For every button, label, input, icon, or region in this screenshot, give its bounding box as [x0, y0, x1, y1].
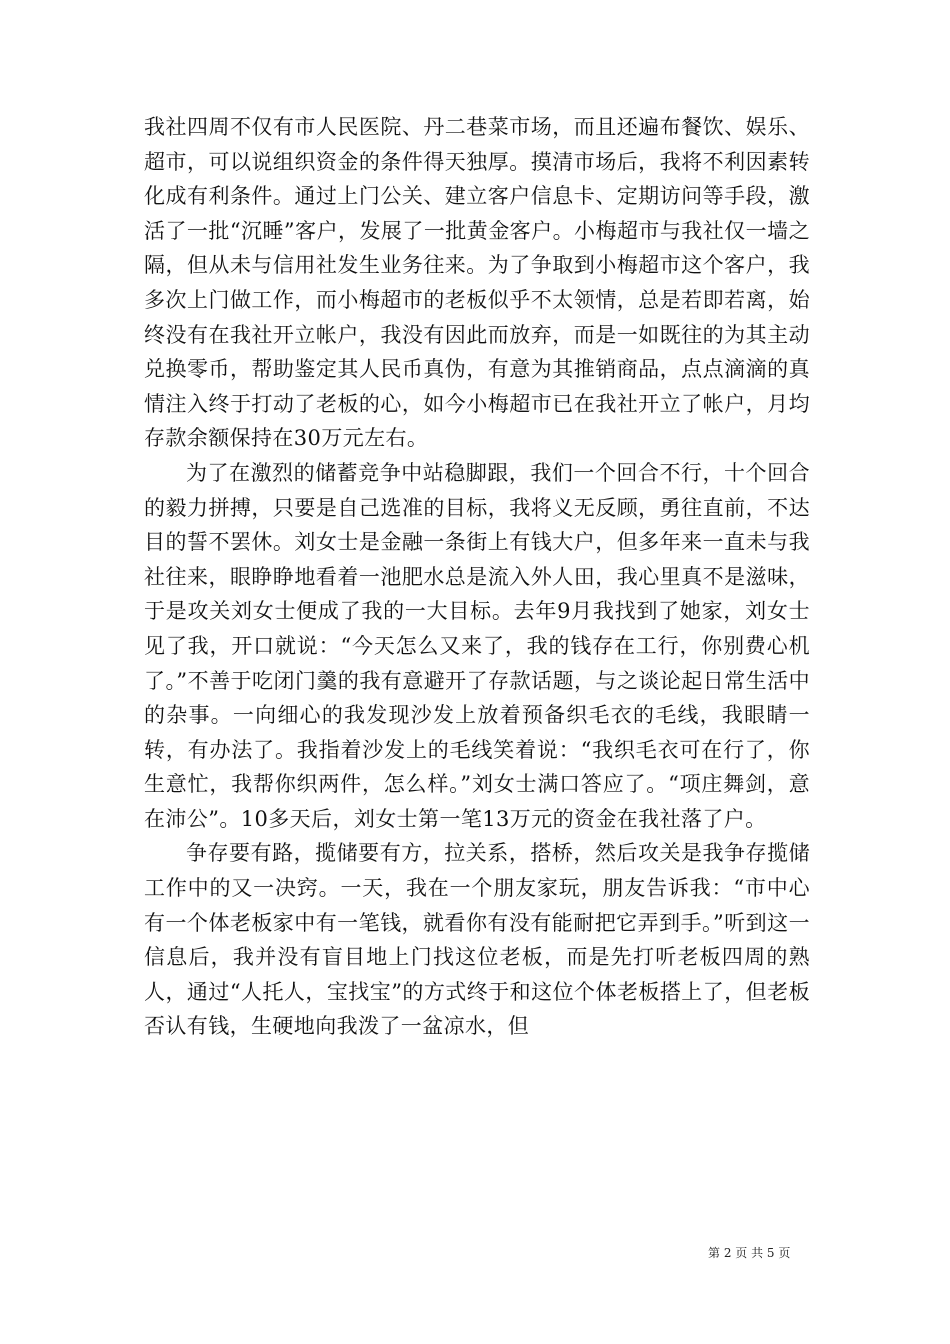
paragraph-1: 我社四周不仅有市人民医院、丹二巷菜市场，而且还遍布餐饮、娱乐、超市，可以说组织资金的条件得天独厚。摸清市场后，我将不利因素转化成有利条件。通过上门公关、建立客户信息卡、定期访问等手段，激活了一批“沉睡”客户，发展了一批黄金客户。小梅超市与我社仅一墙之隔，但从未与信用社发生业务往来。为了争取到小梅超市这个客户，我多次上门做工作，而小梅超市的老板似乎不太领情，总是若即若离，始终没有在我社开立帐户，我没有因此而放弃，而是一如既往的为其主动兑换零币，帮助鉴定其人民币真伪，有意为其推销商品，点点滴滴的真情注入终于打动了老板的心，如今小梅超市已在我社开立了帐户，月均存款余额保持在30万元左右。 — [144, 115, 810, 451]
paragraph-3: 争存要有路，揽储要有方，拉关系，搭桥，然后攻关是我争存揽储工作中的又一决窍。一天，我在一个朋友家玩，朋友告诉我：“市中心有一个体老板家中有一笔钱，就看你有没有能耐把它弄到手。”听到这一信息后，我并没有盲目地上门找这位老板，而是先打听老板四周的熟人，通过“人托人，宝找宝”的方式终于和这位个体老板搭上了，但老板否认有钱，生硬地向我泼了一盆凉水，但 — [144, 841, 810, 1039]
page-number-footer: 第 2 页 共 5 页 — [708, 1246, 791, 1260]
paragraph-2: 为了在激烈的储蓄竞争中站稳脚跟，我们一个回合不行，十个回合的毅力拼搏，只要是自己选准的目标，我将义无反顾，勇往直前，不达目的誓不罢休。刘女士是金融一条街上有钱大户，但多年来一直未与我社往来，眼睁睁地看着一池肥水总是流入外人田，我心里真不是滋味，于是攻关刘女士便成了我的一大目标。去年9月我找到了她家，刘女士见了我，开口就说：“今天怎么又来了，我的钱存在工行，你别费心机了。”不善于吃闭门羹的我有意避开了存款话题，与之谈论起日常生活中的杂事。一向细心的我发现沙发上放着预备织毛衣的毛线，我眼睛一转，有办法了。我指着沙发上的毛线笑着说：“我织毛衣可在行了，你生意忙，我帮你织两件，怎么样。”刘女士满口答应了。“项庄舞剑，意在沛公”。10多天后，刘女士第一笔13万元的资金在我社落了户。 — [144, 460, 810, 831]
document-body — [144, 110, 810, 1044]
